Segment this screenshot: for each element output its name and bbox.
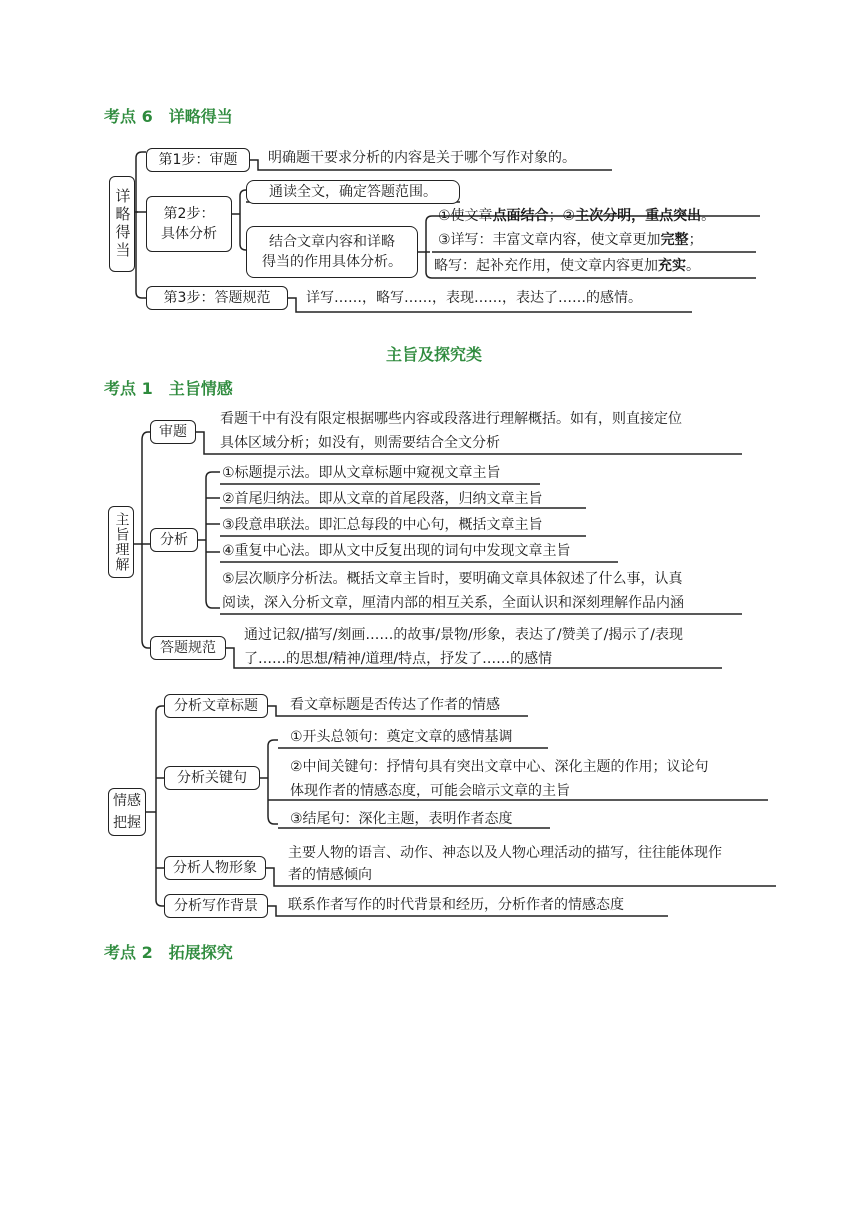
char-line1: 主要人物的语言、动作、神态以及人物心理活动的描写，往往能体现作 — [288, 845, 722, 861]
effect2-b: 完整 — [660, 232, 689, 248]
fenxi-label: 分析 — [160, 532, 188, 548]
shenti-label: 审题 — [159, 424, 187, 440]
shenti-line1: 看题干中有没有限定根据哪些内容或段落进行理解概括。如有，则直接定位 — [220, 411, 682, 427]
fenxi-item-5-line2: 阅读，深入分析文章，厘清内部的相互关系，全面认识和深刻理解作品内涵 — [222, 595, 684, 611]
root-node-zhuzhi — [108, 506, 134, 578]
effect1-d: 主次分明，重点突出 — [575, 208, 702, 224]
step1-label: 第1步：审题 — [158, 152, 238, 168]
effect3-b: 充实 — [658, 258, 686, 274]
effect3-c: 。 — [686, 258, 700, 274]
fenxi-item-1: ①标题提示法。即从文章标题中窥视文章主旨 — [222, 465, 501, 481]
step1-node — [146, 148, 250, 172]
step2-label-line2: 具体分析 — [161, 226, 217, 242]
fenxi-node — [150, 528, 198, 552]
section-title-zhuzhi: 考点 1 主旨情感 — [104, 379, 233, 398]
title-node-text: 看文章标题是否传达了作者的情感 — [290, 697, 500, 713]
title-node — [164, 694, 268, 718]
effect1-e: 。 — [701, 208, 716, 224]
effect3-a: 略写：起补充作用，使文章内容更加 — [434, 258, 658, 274]
step1-text: 明确题干要求分析的内容是关于哪个写作对象的。 — [268, 150, 576, 166]
step2-sub2-line2: 得当的作用具体分析。 — [262, 254, 402, 270]
effect1-b: 点面结合 — [492, 208, 549, 224]
effect1 — [438, 204, 715, 228]
key-item-3: ③结尾句：深化主题，表明作者态度 — [290, 811, 513, 827]
section-title-tuozhan: 考点 2 拓展探究 — [104, 943, 233, 962]
key-item-2-line1: ②中间关键句：抒情句具有突出文章中心、深化主题的作用；议论句 — [290, 759, 709, 775]
step2-node — [146, 196, 232, 252]
fenxi-item-5-line1: ⑤层次顺序分析法。概括文章主旨时，要明确文章具体叙述了什么事，认真 — [222, 571, 683, 587]
char-line2: 者的情感倾向 — [288, 867, 372, 883]
shenti-node — [150, 420, 196, 444]
key-item-2-line2: 体现作者的情感态度，可能会暗示文章的主旨 — [290, 783, 570, 799]
effect2-a: ③详写：丰富文章内容，使文章更加 — [438, 232, 661, 248]
step2-sub2-line1: 结合文章内容和详略 — [269, 234, 395, 250]
guifan-node — [150, 636, 226, 660]
bg-node — [164, 894, 268, 918]
fenxi-item-3: ③段意串联法。即汇总每段的中心句，概括文章主旨 — [222, 517, 543, 533]
root-label-zhuzhi: 主旨理解 — [113, 512, 130, 572]
step3-label: 第3步：答题规范 — [163, 290, 271, 306]
key-node — [164, 766, 260, 790]
effect1-a: ①使文章 — [438, 208, 493, 224]
guifan-line2: 了……的思想/精神/道理/特点，抒发了……的感情 — [244, 651, 553, 667]
effect3 — [434, 254, 700, 278]
shenti-line2: 具体区域分析；如没有，则需要结合全文分析 — [220, 435, 500, 451]
root-node-xianglue — [109, 176, 135, 272]
root-label-qinggan: 情感把握 — [113, 793, 141, 831]
guifan-line1: 通过记叙/描写/刻画……的故事/景物/形象，表达了/赞美了/揭示了/表现 — [244, 627, 684, 643]
effect2-c: ； — [688, 232, 703, 248]
step2-sub1 — [246, 180, 460, 204]
root-node-qinggan — [108, 788, 146, 836]
step2-sub2 — [246, 226, 418, 278]
section-title-xianglue: 考点 6 详略得当 — [104, 107, 233, 126]
root-label: 详略得当 — [113, 188, 132, 260]
char-node — [164, 856, 266, 880]
guifan-label: 答题规范 — [160, 640, 216, 656]
fenxi-item-4: ④重复中心法。即从文中反复出现的词句中发现文章主旨 — [222, 543, 571, 559]
step2-sub1-text: 通读全文，确定答题范围。 — [269, 184, 437, 200]
step2-label-line1: 第2步： — [163, 206, 215, 222]
step3-node — [146, 286, 288, 310]
title-node-label: 分析文章标题 — [174, 698, 258, 714]
bg-node-text: 联系作者写作的时代背景和经历，分析作者的情感态度 — [288, 897, 624, 913]
effect1-c: ；② — [548, 208, 576, 224]
bg-node-label: 分析写作背景 — [174, 898, 258, 914]
step3-text: 详写……，略写……，表现……，表达了……的感情。 — [306, 290, 642, 306]
key-node-label: 分析关键句 — [177, 770, 247, 786]
fenxi-item-2: ②首尾归纳法。即从文章的首尾段落，归纳文章主旨 — [222, 491, 543, 507]
category-title: 主旨及探究类 — [385, 345, 482, 364]
char-node-label: 分析人物形象 — [173, 860, 257, 876]
key-item-1: ①开头总领句：奠定文章的感情基调 — [290, 729, 513, 745]
effect2 — [438, 228, 703, 252]
